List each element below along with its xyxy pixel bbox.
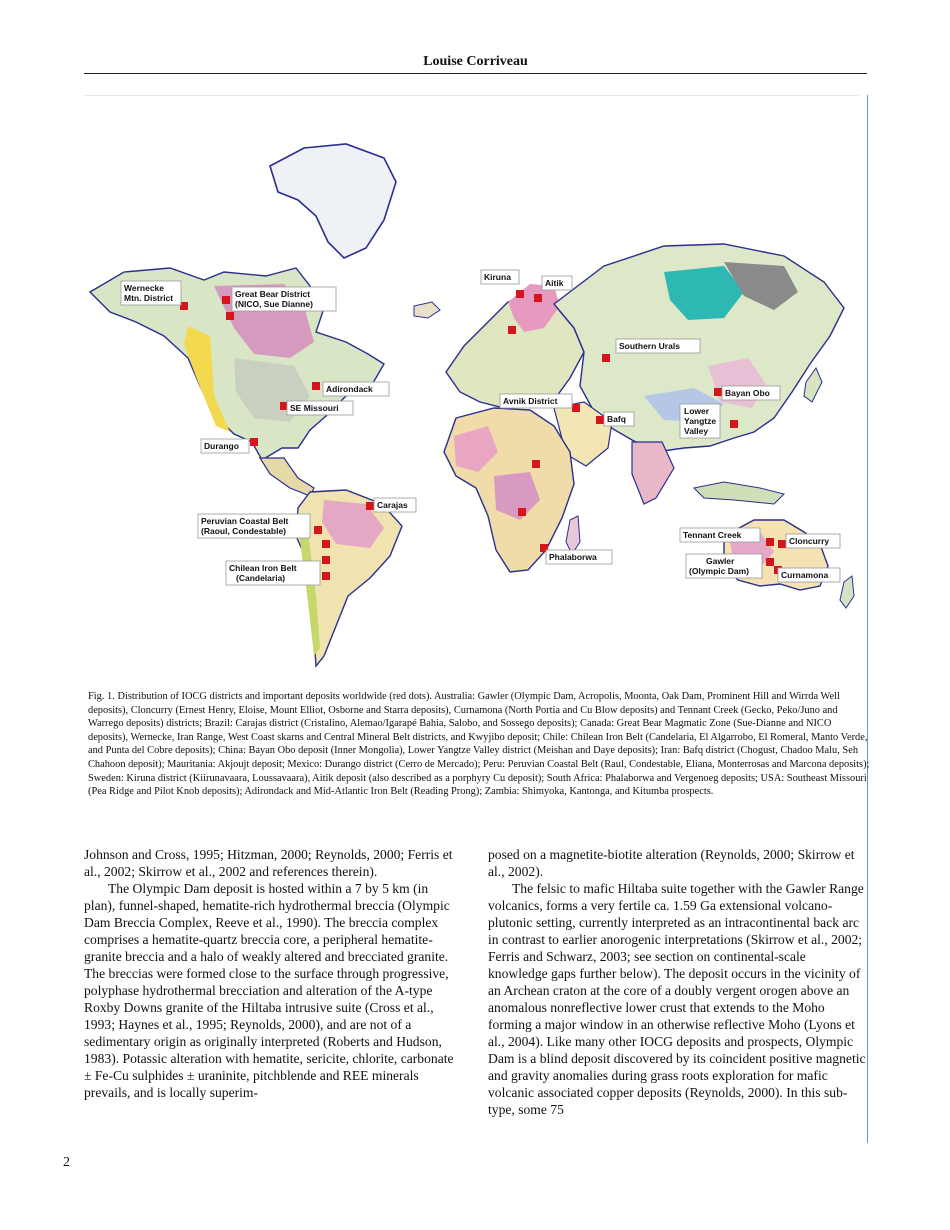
deposit-gawler	[766, 558, 774, 566]
label-adirondack: Adirondack	[326, 384, 373, 394]
body-column-right	[488, 846, 866, 1118]
paragraph: The Olympic Dam deposit is hosted within a 7 by 5 km (in plan), funnel-shaped, hematite-rich hydrothermal breccia (Olympic Dam Breccia Complex, Reeve et al., 1990). The breccia complex comprises a hematite-quartz breccia core, a peripheral hematite-granite breccia and a halo of weakly altered and brecciated granite. The breccias were formed close to the surface through progressive, polyphase hydrothermal brecciation and alteration of the A-type Roxby Downs granite of the Hiltaba intrusive suite (Cross et al., 1993; Haynes et al., 1995; Reynolds, 2000), and are not of a sedimentary origin as originally interpreted (Roberts and Hudson, 1983). Potassic alteration with hematite, sericite, chlorite, carbonate ± Fe-Cu sulphides ± uraninite, pitchblende and REE minerals prevails, and is locally superim-	[84, 881, 454, 1100]
body-column-left	[84, 846, 462, 1101]
paragraph: posed on a magnetite-biotite alteration (Reynolds, 2000; Skirrow et al., 2002).	[488, 847, 855, 879]
label-bayan-obo: Bayan Obo	[725, 388, 770, 398]
deposit-tennant-creek	[766, 538, 774, 546]
deposit-great-bear-2	[226, 312, 234, 320]
page-number: 2	[63, 1155, 70, 1170]
label-lower-yangtze-2: Yangtze	[684, 416, 717, 426]
column-rule	[867, 95, 868, 1143]
label-lower-yangtze: Lower	[684, 406, 710, 416]
label-aitik: Aitik	[545, 278, 564, 288]
label-kiruna: Kiruna	[484, 272, 511, 282]
deposit-carajas	[366, 502, 374, 510]
label-peruvian: Peruvian Coastal Belt	[201, 516, 289, 526]
indonesia	[694, 482, 784, 504]
label-curnamona: Curnamona	[781, 570, 829, 580]
deposit-peruvian	[314, 526, 322, 534]
label-lower-yangtze-3: Valley	[684, 426, 709, 436]
deposit-chilean-3	[322, 572, 330, 580]
figure-caption: Fig. 1. Distribution of IOCG districts and important deposits worldwide (red dots). Australia: Gawler (Olympic Dam, Acropolis, Moonta, Oak Dam, Prominent Hill and Wirrda Well deposits), Cloncurry (Ernest Henry, Eloise, Mount Elliot, Osborne and Starra deposits), Curnamona (North Portia and Cu Blow deposits) and Tennant Creek (Gecko, Peko/Juno and Warrego deposits) districts; Brazil: Carajas district (Cristalino, Alemao/Igarapé Bahia, Salobo, and Sossego deposits); Canada: Great Bear Magmatic Zone (Sue-Dianne and NICO deposits), Wernecke, Iran Range, West Coast skarns and Central Mineral Belt districts, and Kwyjibo deposit; Chile: Chilean Iron Belt (Candelaria, El Algarrobo, El Romeral, Manto Verde, and Punta del Cobre deposits); China: Bayan Obo deposit (Inner Mongolia), Lower Yangtze Valley district (Meishan and Daye deposits); Iran: Bafq district (Chogust, Chadoo Malu, Seh Chahoon deposit); Mauritania: Akjoujt deposit; Mexico: Durango district (Cerro de Mercado); Peru: Peruvian Coastal Belt (Raul, Condestable, Eliana, Monterrosas and Marcona deposits); Sweden: Kiruna district (Kiirunavaara, Loussavaara), Aitik deposit (also described as a porphyry Cu deposit); South Africa: Phalaborwa and Vergenoeg deposits; USA: Southeast Missouri (Pea Ridge and Pilot Knob deposits); Adirondack and Mid-Atlantic Iron Belt (Reading Prong); Zambia: Shimyoka, Kantonga, and Kitumba prospects.	[88, 691, 870, 798]
deposit-durango	[250, 438, 258, 446]
label-tennant-creek: Tennant Creek	[683, 530, 742, 540]
madagascar	[566, 516, 580, 554]
deposit-chilean-2	[322, 556, 330, 564]
running-head: Louise Corriveau	[423, 54, 528, 69]
label-gawler: Gawler	[706, 556, 735, 566]
deposit-cloncurry	[778, 540, 786, 548]
label-carajas: Carajas	[377, 500, 408, 510]
label-chilean-2: (Candelaria)	[236, 573, 286, 583]
deposit-adirondack	[312, 382, 320, 390]
label-great-bear-2: (NICO, Sue Dianne)	[235, 299, 313, 309]
deposit-southern-urals	[602, 354, 610, 362]
deposit-zambia	[518, 508, 526, 516]
label-gawler-2: (Olympic Dam)	[689, 566, 749, 576]
label-durango: Durango	[204, 441, 239, 451]
iceland	[414, 302, 440, 318]
label-great-bear: Great Bear District	[235, 289, 311, 299]
label-cloncurry: Cloncurry	[789, 536, 830, 546]
central-america	[260, 458, 314, 496]
japan	[804, 368, 822, 402]
label-phalaborwa: Phalaborwa	[549, 552, 597, 562]
world-map-figure	[84, 96, 859, 680]
deposit-chilean-1	[322, 540, 330, 548]
deposit-scandinavia	[508, 326, 516, 334]
deposit-lower-yangtze	[730, 420, 738, 428]
paragraph: Johnson and Cross, 1995; Hitzman, 2000; Reynolds, 2000; Ferris et al., 2002; Skirrow et al., 2002 and references therein).	[84, 847, 453, 879]
label-avnik: Avnik District	[503, 396, 558, 406]
header-rule	[84, 73, 867, 74]
paragraph: The felsic to mafic Hiltaba suite together with the Gawler Range volcanics, forms a very fertile ca. 1.59 Ga extensional volcano-plutonic setting, currently interpreted as an intracontinental back arc in contrast to earlier anorogenic interpretations (Skirrow et al., 2002; Ferris and Schwarz, 2003; see section on continental-scale knowledge gaps further below). The deposit occurs in the vicinity of an Archean craton at the core of a doubly vergent orogen above an anomalous nonreflective lower crust that extends to the Moho forming a major window in an otherwise reflective Moho (Lyons et al., 2004). Like many other IOCG deposits and prospects, Olympic Dam is a blind deposit discovered by its coincident positive magnetic and gravity anomalies during grass roots exploration for mafic volcanic associated copper deposits (Reynolds, 2000). In this sub-type, some 75	[488, 881, 866, 1117]
deposit-bafq	[596, 416, 604, 424]
label-bafq: Bafq	[607, 414, 626, 424]
india	[632, 442, 674, 504]
deposit-aitik	[534, 294, 542, 302]
label-wernecke: Wernecke	[124, 283, 165, 293]
deposit-bayan-obo	[714, 388, 722, 396]
deposit-great-bear	[222, 296, 230, 304]
label-wernecke-2: Mtn. District	[124, 293, 174, 303]
label-se-missouri: SE Missouri	[290, 403, 339, 413]
deposit-kiruna	[516, 290, 524, 298]
label-southern-urals: Southern Urals	[619, 341, 680, 351]
deposit-avnik	[572, 404, 580, 412]
label-chilean: Chilean Iron Belt	[229, 563, 297, 573]
label-peruvian-2: (Raoul, Condestable)	[201, 526, 287, 536]
deposit-mauritania	[532, 460, 540, 468]
greenland	[270, 144, 396, 258]
new-zealand	[840, 576, 854, 608]
